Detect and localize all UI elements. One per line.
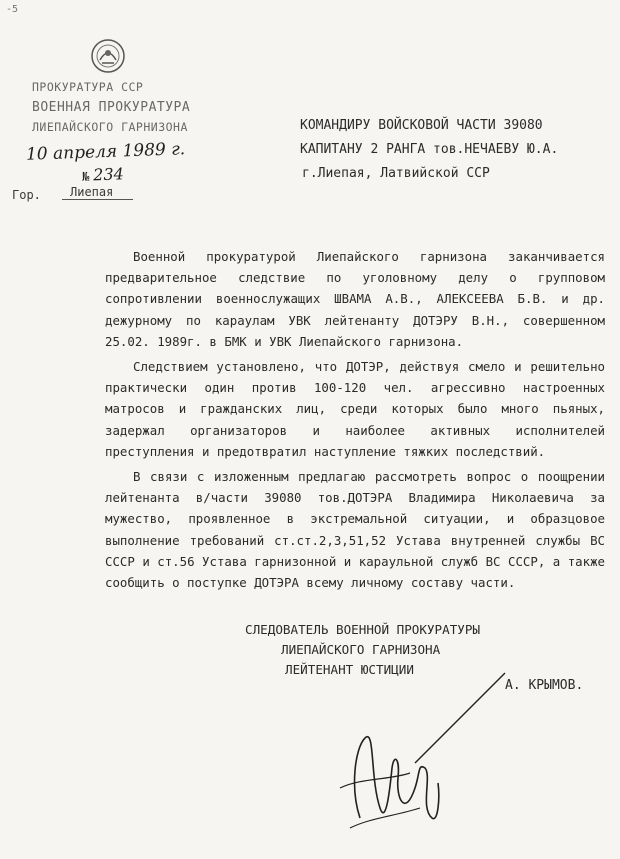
handwritten-signature-icon [320,668,520,838]
addressee-line-2: КАПИТАНУ 2 РАНГА тов.НЕЧАЕВУ Ю.А. [300,142,559,157]
addressee-line-1: КОМАНДИРУ ВОЙСКОВОЙ ЧАСТИ 39080 [300,118,543,133]
body-paragraph-1: Военной прокуратурой Лиепайского гарнизона заканчивается предварительное следствие по уголовному делу о групповом сопротивлении военнослужащих ШВАМА А.В., АЛЕКСЕЕВА Б.В. и др. дежурному по караулам УВК лейтенанту ДОТЭРУ В.Н., совершенном 25.02. 1989г. в БМК и УВК Лиепайского гарнизона. [105,249,605,349]
stamp-date: 10 апреля 1989 г. [25,139,186,165]
addressee-line-3: г.Лиепая, Латвийской ССР [302,166,490,181]
registration-stamp [12,38,191,208]
signatory-title-line-1: СЛЕДОВАТЕЛЬ ВОЕННОЙ ПРОКУРАТУРЫ [245,622,481,637]
stamp-line-1: ПРОКУРАТУРА ССР [32,80,144,94]
stamp-city: Лиепая [62,185,133,200]
stamp-line-2: ВОЕННАЯ ПРОКУРАТУРА [32,100,191,115]
state-emblem-icon [90,38,126,74]
corner-mark: -5 [6,4,19,15]
letter-body [105,246,605,597]
stamp-city-label: Гор. [12,188,41,202]
signatory-title-line-3: ЛЕЙТЕНАНТ ЮСТИЦИИ [285,662,414,677]
body-paragraph-2: Следствием установлено, что ДОТЭР, действуя смело и решительно практически один против 100-120 чел. агрессивно настроенных матросов и гражданских лиц, среди которых было много пьяных, задержал организаторов и наиболее активных исполнителей преступления и предотвратил наступление тяжких последствий. [105,359,605,459]
stamp-line-3: ЛИЕПАЙСКОГО ГАРНИЗОНА [32,120,188,134]
addressee-block [300,114,558,186]
stamp-number [82,164,124,184]
stamp-number-prefix: № [81,169,90,184]
body-paragraph-3: В связи с изложенным предлагаю рассмотреть вопрос о поощрении лейтенанта в/части 39080 тов.ДОТЭРА Владимира Николаевича за мужество, проявленное в экстремальной ситуации, и образцовое выполнение требований ст.ст.2,3,51,52 Устава внутренней службы ВС СССР и ст.56 Устава гарнизонной и караульной служб ВС СССР, а также сообщить о поступке ДОТЭРА всему личному составу части. [105,469,605,591]
stamp-number-value: 234 [92,164,125,185]
signatory-title-line-2: ЛИЕПАЙСКОГО ГАРНИЗОНА [281,642,441,657]
signatory-name: А. КРЫМОВ. [505,678,584,693]
